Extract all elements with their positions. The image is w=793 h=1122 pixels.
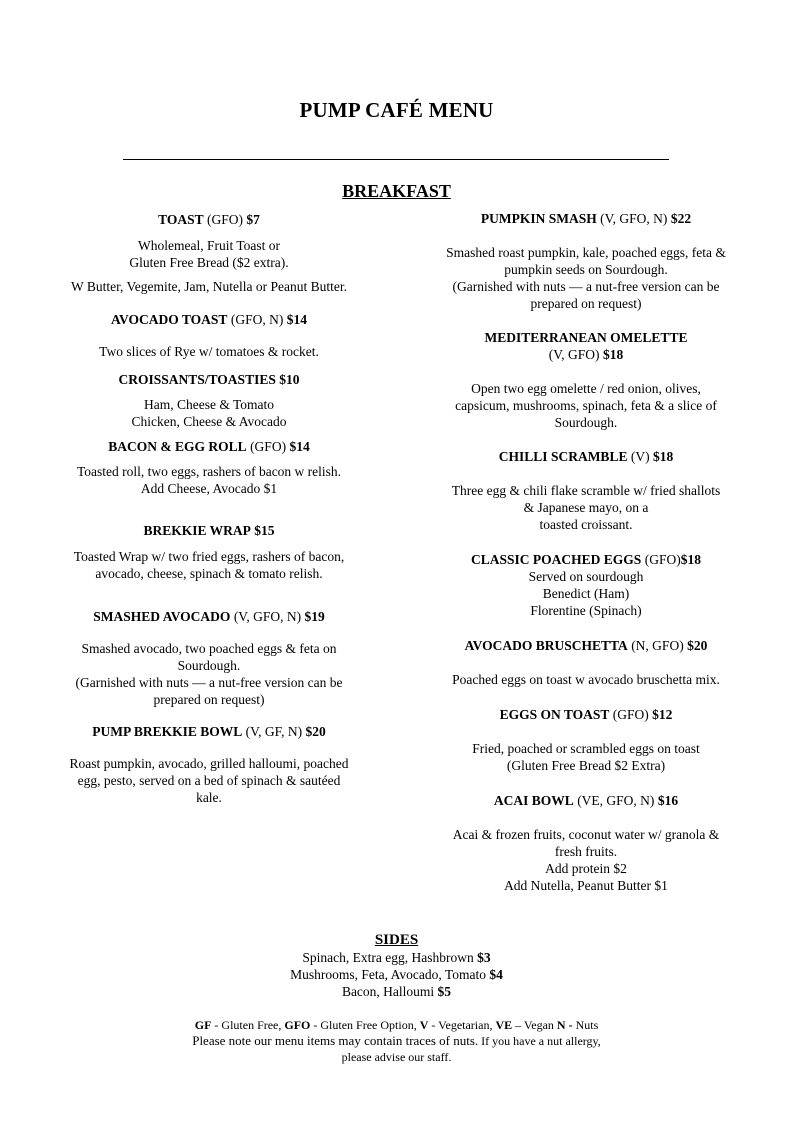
item-toast-line1: Wholemeal, Fruit Toast or xyxy=(137,238,281,253)
item-price: $14 xyxy=(289,439,310,454)
item-smashed-avocado-desc: Smashed avocado, two poached eggs & feta on Sourdough. xyxy=(81,641,337,673)
item-tags: (V) xyxy=(627,449,653,464)
item-tags: (N, GFO) xyxy=(627,638,688,653)
item-brekkie-bowl-heading xyxy=(68,723,350,740)
item-pumpkin-smash-desc: Smashed roast pumpkin, kale, poached eggs, feta & pumpkin seeds on Sourdough. xyxy=(446,245,726,277)
item-name: PUMP BREKKIE BOWL xyxy=(92,724,243,739)
item-tags: (V, GFO) xyxy=(548,347,603,362)
item-chilli-scramble-desc-line2: toasted croissant. xyxy=(539,517,633,532)
left-column xyxy=(68,211,350,806)
item-eggs-on-toast-line1: Fried, poached or scrambled eggs on toast xyxy=(472,741,700,756)
item-price: $14 xyxy=(286,312,307,327)
item-acai-bowl-heading xyxy=(445,792,727,809)
item-poached-eggs-line3: Florentine (Spinach) xyxy=(530,603,642,618)
item-toast-line2: Gluten Free Bread ($2 extra). xyxy=(129,255,289,270)
sides-row-2 xyxy=(0,966,793,983)
title-divider xyxy=(123,159,669,160)
item-tags: (GFO) xyxy=(203,212,247,227)
item-bruschetta-desc: Poached eggs on toast w avocado bruschetta mix. xyxy=(452,672,720,687)
section-title-breakfast: BREAKFAST xyxy=(342,181,451,201)
item-name: PUMPKIN SMASH xyxy=(480,211,597,226)
item-price: $7 xyxy=(246,212,260,227)
sides-row-price: $5 xyxy=(437,984,452,999)
item-pumpkin-smash-heading xyxy=(445,210,727,227)
item-name: TOAST xyxy=(158,212,204,227)
sides-row-text: Spinach, Extra egg, Hashbrown xyxy=(302,950,478,965)
item-bacon-egg-roll-heading xyxy=(68,438,350,455)
item-tags: (GFO) xyxy=(246,439,290,454)
item-croissants-line1: Ham, Cheese & Tomato xyxy=(143,397,275,412)
item-name: CLASSIC POACHED EGGS xyxy=(471,552,642,567)
item-toast-heading xyxy=(68,211,350,228)
legend-text: - Gluten Free Option, xyxy=(310,1018,420,1032)
sides-title: SIDES xyxy=(374,932,419,948)
item-price: $18 xyxy=(602,347,624,362)
item-price: $16 xyxy=(657,793,679,808)
legend-text: Nuts xyxy=(572,1018,599,1032)
item-avocado-toast-desc: Two slices of Rye w/ tomatoes & rocket. xyxy=(99,344,319,359)
item-acai-bowl-desc: Acai & frozen fruits, coconut water w/ granola & fresh fruits. xyxy=(452,827,720,859)
item-brekkie-bowl-desc: Roast pumpkin, avocado, grilled halloumi, poached egg, pesto, served on a bed of spinach & sautéed kale. xyxy=(69,756,349,805)
item-poached-eggs-line1: Served on sourdough xyxy=(528,569,644,584)
sides-row-price: $3 xyxy=(477,950,491,965)
item-name: ACAI BOWL xyxy=(493,793,574,808)
item-name: CROISSANTS/TOASTIES xyxy=(118,372,276,387)
item-price: $12 xyxy=(652,707,673,722)
item-name: AVOCADO BRUSCHETTA xyxy=(464,638,628,653)
sides-row-3 xyxy=(0,983,793,1000)
item-price: $20 xyxy=(305,724,326,739)
legend-codes xyxy=(0,1017,793,1033)
item-croissants-line2: Chicken, Cheese & Avocado xyxy=(131,414,287,429)
item-omelette-heading xyxy=(445,329,727,363)
item-tags: (GFO, N) xyxy=(227,312,287,327)
item-acai-bowl-extra1: Add protein $2 xyxy=(545,861,627,876)
allergy-note-b: If you have a nut allergy, xyxy=(478,1034,601,1048)
item-pumpkin-smash-note: (Garnished with nuts — a nut-free version can be prepared on request) xyxy=(452,279,720,311)
item-acai-bowl-extra2: Add Nutella, Peanut Butter $1 xyxy=(504,878,668,893)
allergy-note xyxy=(0,1033,793,1049)
item-price: $22 xyxy=(670,211,692,226)
item-name: BACON & EGG ROLL xyxy=(108,439,247,454)
item-name: MEDITERRANEAN OMELETTE xyxy=(484,330,688,345)
item-tags: (GFO) xyxy=(609,707,653,722)
legend-code: N - xyxy=(556,1018,573,1032)
sides-row-text: Bacon, Halloumi xyxy=(341,984,438,999)
legend-text: - Vegetarian, xyxy=(428,1018,496,1032)
item-omelette-desc: Open two egg omelette / red onion, olives, capsicum, mushrooms, spinach, feta & a slice of Sourdough. xyxy=(455,381,717,430)
item-tags: (GFO) xyxy=(641,552,681,567)
item-price: $20 xyxy=(687,638,708,653)
item-name: SMASHED AVOCADO xyxy=(93,609,231,624)
legend-code: VE xyxy=(495,1018,513,1032)
item-name: AVOCADO TOAST xyxy=(111,312,228,327)
legend-code: GF xyxy=(194,1018,212,1032)
item-toast-desc: W Butter, Vegemite, Jam, Nutella or Peanut Butter. xyxy=(70,279,348,294)
item-bruschetta-heading xyxy=(445,637,727,654)
item-croissants-heading xyxy=(68,371,350,388)
item-tags: (VE, GFO, N) xyxy=(573,793,658,808)
allergy-note-a: Please note our menu items may contain traces of nuts. xyxy=(192,1033,479,1048)
item-price: $15 xyxy=(254,523,275,538)
item-price: $10 xyxy=(279,372,300,387)
right-column xyxy=(445,210,727,894)
sides-row-text: Mushrooms, Feta, Avocado, Tomato xyxy=(290,967,490,982)
item-smashed-avocado-note: (Garnished with nuts — a nut-free version can be prepared on request) xyxy=(75,675,343,707)
item-name: BREKKIE WRAP xyxy=(143,523,251,538)
item-price: $18 xyxy=(680,552,701,567)
allergy-note-c: please advise our staff. xyxy=(341,1050,452,1064)
legend-code: GFO xyxy=(284,1018,311,1032)
item-name: CHILLI SCRAMBLE xyxy=(498,449,628,464)
sides-section xyxy=(0,931,793,1000)
item-chilli-scramble-desc: Three egg & chili flake scramble w/ fried shallots & Japanese mayo, on a xyxy=(451,483,721,515)
item-chilli-scramble-heading xyxy=(445,448,727,465)
legend-text: – Vegan xyxy=(512,1018,557,1032)
item-eggs-on-toast-line2: (Gluten Free Bread $2 Extra) xyxy=(506,758,666,773)
item-tags: (V, GFO, N) xyxy=(596,211,671,226)
legend-text: - Gluten Free, xyxy=(211,1018,285,1032)
legend-code: V xyxy=(419,1018,429,1032)
item-bacon-egg-roll-desc: Toasted roll, two eggs, rashers of bacon w relish. xyxy=(76,464,342,479)
item-eggs-on-toast-heading xyxy=(445,706,727,723)
sides-row-price: $4 xyxy=(489,967,503,982)
item-tags: (V, GF, N) xyxy=(242,724,306,739)
item-poached-eggs-heading xyxy=(445,551,727,568)
sides-row-1 xyxy=(0,949,793,966)
item-bacon-egg-roll-extra: Add Cheese, Avocado $1 xyxy=(140,481,278,496)
item-poached-eggs-line2: Benedict (Ham) xyxy=(542,586,630,601)
item-brekkie-wrap-desc: Toasted Wrap w/ two fried eggs, rashers of bacon, avocado, cheese, spinach & tomato relish. xyxy=(73,549,345,581)
item-name: EGGS ON TOAST xyxy=(499,707,610,722)
dietary-legend xyxy=(0,1017,793,1065)
menu-title: PUMP CAFÉ MENU xyxy=(299,98,494,122)
item-tags: (V, GFO, N) xyxy=(230,609,305,624)
item-price: $18 xyxy=(652,449,674,464)
item-avocado-toast-heading xyxy=(68,311,350,328)
item-price: $19 xyxy=(304,609,325,624)
item-brekkie-wrap-heading xyxy=(68,522,350,539)
item-smashed-avocado-heading xyxy=(68,608,350,625)
